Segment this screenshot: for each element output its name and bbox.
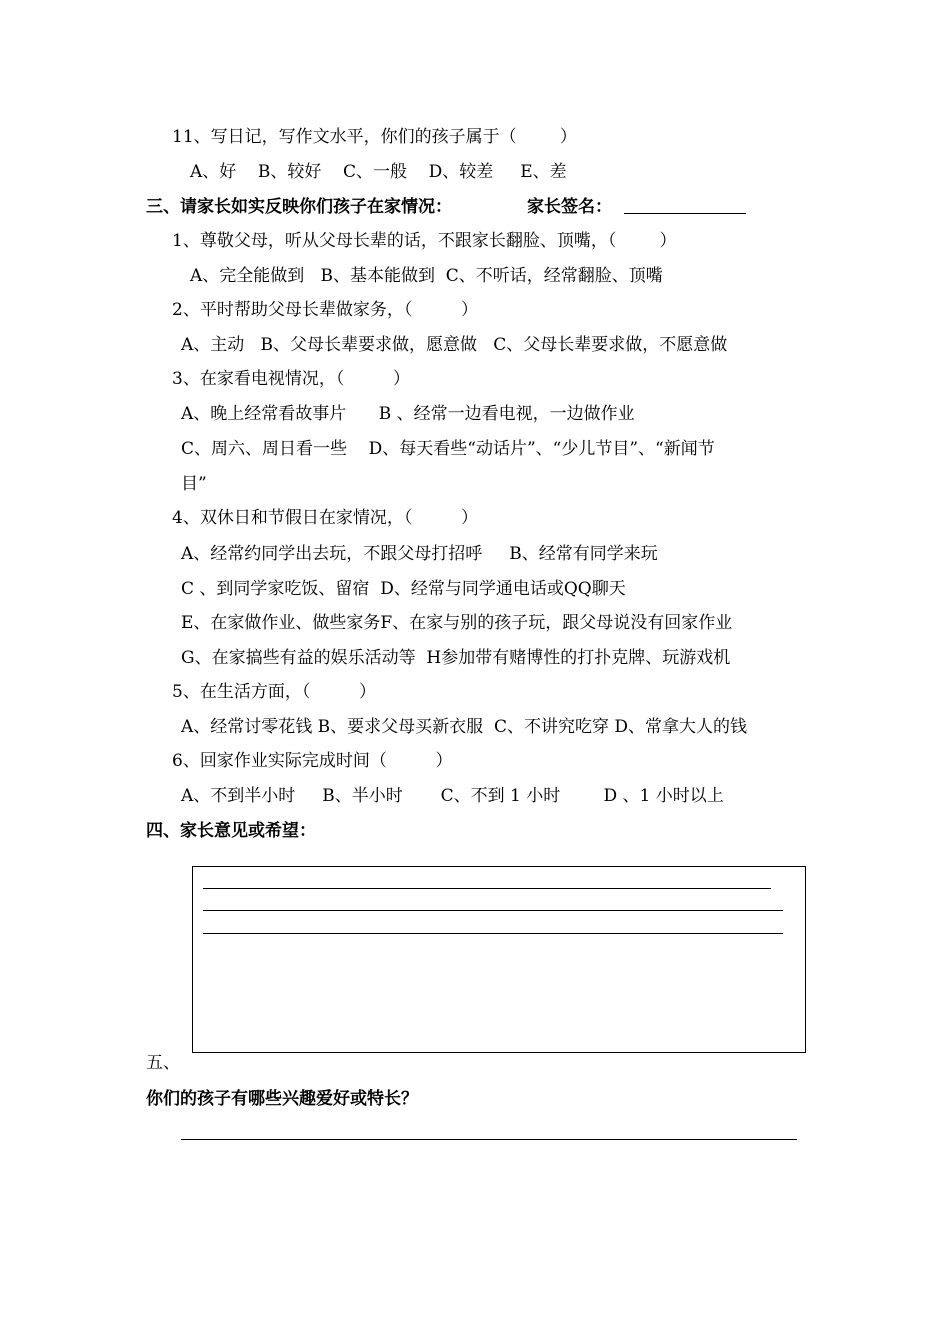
question-3: 3、在家看电视情况，（ ） xyxy=(172,369,410,389)
question-11: 11、写日记，写作文水平，你们的孩子属于（ ） xyxy=(172,127,577,147)
opinion-line-3 xyxy=(203,933,783,934)
question-3-options-b: C、周六、周日看一些 D、每天看些“动话片”、“少儿节目”、“新闻节 xyxy=(181,439,715,459)
section-3-title: 三、请家长如实反映你们孩子在家情况： xyxy=(146,197,452,217)
hobby-answer-line[interactable] xyxy=(181,1139,797,1140)
question-11-options: A、好 B、较好 C、一般 D、较差 E、差 xyxy=(190,162,567,182)
section-4-title: 四、家长意见或希望： xyxy=(146,821,316,841)
question-2: 2、平时帮助父母长辈做家务，（ ） xyxy=(172,300,478,320)
question-1: 1、尊敬父母，听从父母长辈的话，不跟家长翻脸、顶嘴，（ ） xyxy=(172,231,677,251)
question-4-options-c: E、在家做作业、做些家务F、在家与别的孩子玩，跟父母说没有回家作业 xyxy=(181,613,733,633)
section-5-title: 你们的孩子有哪些兴趣爱好或特长？ xyxy=(146,1089,418,1109)
section-3-signature-label: 家长签名： xyxy=(527,197,612,217)
opinion-box[interactable] xyxy=(192,866,806,1053)
question-1-options: A、完全能做到 B、基本能做到 C、不听话，经常翻脸、顶嘴 xyxy=(190,266,663,286)
section-5-number: 五、 xyxy=(146,1053,180,1073)
question-4: 4、双休日和节假日在家情况，（ ） xyxy=(172,508,478,528)
question-3-options-b-cont: 目” xyxy=(181,474,207,494)
question-6: 6、回家作业实际完成时间（ ） xyxy=(172,751,453,771)
question-4-options-b: C 、到同学家吃饭、留宿 D、经常与同学通电话或QQ聊天 xyxy=(181,579,626,599)
question-2-options: A、主动 B、父母长辈要求做，愿意做 C、父母长辈要求做，不愿意做 xyxy=(181,335,728,355)
signature-line[interactable] xyxy=(624,213,746,214)
question-6-options: A、不到半小时 B、半小时 C、不到 1 小时 D 、1 小时以上 xyxy=(181,786,724,806)
question-5: 5、在生活方面，（ ） xyxy=(172,682,376,702)
question-3-options-a: A、晚上经常看故事片 B 、经常一边看电视，一边做作业 xyxy=(181,404,635,424)
question-4-options-d: G、在家搞些有益的娱乐活动等 H参加带有赌博性的打扑克牌、玩游戏机 xyxy=(181,648,731,668)
question-5-options: A、经常讨零花钱 B、要求父母买新衣服 C、不讲究吃穿 D、常拿大人的钱 xyxy=(181,717,748,737)
question-4-options-a: A、经常约同学出去玩，不跟父母打招呼 B、经常有同学来玩 xyxy=(181,544,658,564)
opinion-line-2 xyxy=(203,910,783,911)
opinion-line-1 xyxy=(203,888,771,889)
